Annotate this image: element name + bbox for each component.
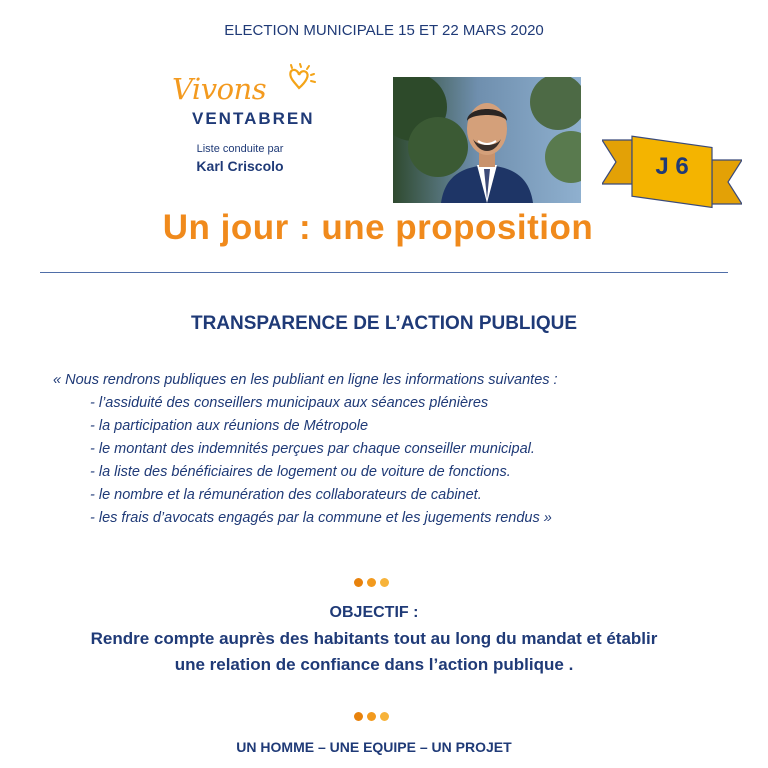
candidate-portrait-image	[393, 77, 581, 203]
section-title: TRANSPARENCE DE L’ACTION PUBLIQUE	[190, 313, 577, 334]
candidate-name: Karl Criscolo	[196, 158, 284, 174]
objective-text-line-2: une relation de confiance dans l’action publique .	[174, 655, 574, 674]
heart-sun-icon	[280, 62, 330, 98]
proposal-list	[90, 394, 552, 532]
list-led-by-label: Liste conduite par	[196, 143, 284, 155]
objective-label: OBJECTIF :	[329, 604, 419, 621]
dot-icon	[380, 578, 389, 587]
vivons-ventabren-logo	[172, 62, 332, 130]
list-item: - l’assiduité des conseillers municipaux aux séances plénières	[90, 395, 489, 411]
dot-icon	[367, 578, 376, 587]
dot-icon	[354, 712, 363, 721]
dot-icon	[380, 712, 389, 721]
dot-icon	[367, 712, 376, 721]
slogan: UN HOMME – UNE EQUIPE – UN PROJET	[236, 739, 512, 755]
list-item: - le nombre et la rémunération des collaborateurs de cabinet.	[90, 487, 482, 503]
logo-sub-text: VENTABREN	[192, 109, 315, 128]
separator-dots	[354, 712, 394, 724]
logo-script-text: Vivons	[172, 72, 267, 106]
list-item: - les frais d’avocats engagés par la commune et les jugements rendus »	[90, 510, 552, 526]
separator-dots	[354, 578, 394, 590]
list-item: - la liste des bénéficiaires de logement ou de voiture de fonctions.	[90, 464, 511, 480]
election-header: ELECTION MUNICIPALE 15 ET 22 MARS 2020	[224, 22, 544, 39]
objective-text-line-1: Rendre compte auprès des habitants tout au long du mandat et établir	[90, 629, 658, 648]
page-title: Un jour : une proposition	[162, 208, 594, 247]
day-badge-label: J 6	[655, 153, 689, 180]
divider-line	[40, 272, 728, 273]
list-item: - la participation aux réunions de Métropole	[90, 418, 369, 434]
list-item: - le montant des indemnités perçues par chaque conseiller municipal.	[90, 441, 535, 457]
dot-icon	[354, 578, 363, 587]
candidate-photo	[393, 77, 581, 203]
quote-intro: « Nous rendrons publiques en les publiant en ligne les informations suivantes :	[53, 372, 558, 388]
